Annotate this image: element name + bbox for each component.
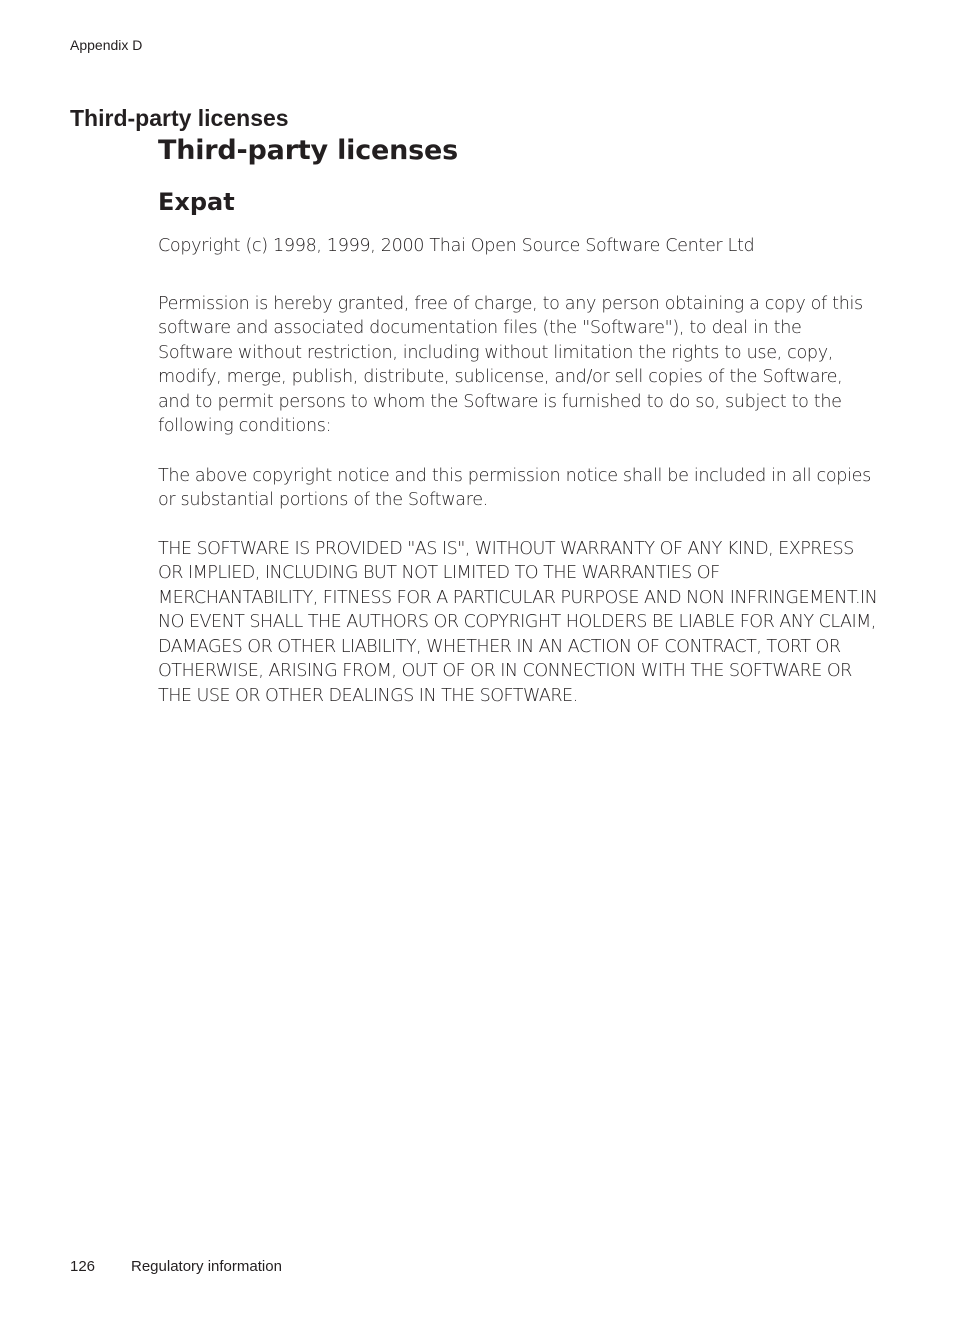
warranty-paragraph: THE SOFTWARE IS PROVIDED "AS IS", WITHOUT WARRANTY OF ANY KIND, EXPRESS OR IMPLIED, INCLUDING BUT NOT LIMITED TO THE WARRANTIES OF MERCHANTABILITY, FITNESS FOR A PARTICULAR PURPOSE AND NON INFRINGEMENT.IN NO EVENT SHALL THE AUTHORS OR COPYRIGHT HOLDERS BE LIABLE FOR ANY CLAIM, DAMAGES OR OTHER LIABILITY, WHETHER IN AN ACTION OF CONTRACT, TORT OR OTHERWISE, ARISING FROM, OUT OF OR IN CONNECTION WITH THE SOFTWARE OR THE USE OR OTHER DEALINGS IN THE SOFTWARE.: [158, 538, 878, 706]
page-footer: [70, 1258, 282, 1276]
copyright-line: Copyright (c) 1998, 1999, 2000 Thai Open Source Software Center Ltd: [158, 236, 755, 256]
page-number: 126: [70, 1258, 96, 1275]
license-title: Third-party licenses: [158, 135, 459, 166]
permission-paragraph: Permission is hereby granted, free of charge, to any person obtaining a copy of this software and associated documentation files (the "Software"), to deal in the Software without restriction, including without limitation the rights to use, copy, modify, merge, publish, distribute, sublicense, and/or sell copies of the Software, and to permit persons to whom the Software is furnished to do so, subject to the following conditions:: [158, 293, 863, 436]
license-content: [158, 133, 878, 708]
running-header: Appendix D: [70, 37, 143, 53]
notice-paragraph: The above copyright notice and this permission notice shall be included in all copies or substantial portions of the Software.: [158, 465, 871, 510]
section-heading: Third-party licenses: [70, 105, 289, 131]
license-name: Expat: [158, 188, 235, 216]
footer-chapter: Regulatory information: [131, 1258, 282, 1275]
